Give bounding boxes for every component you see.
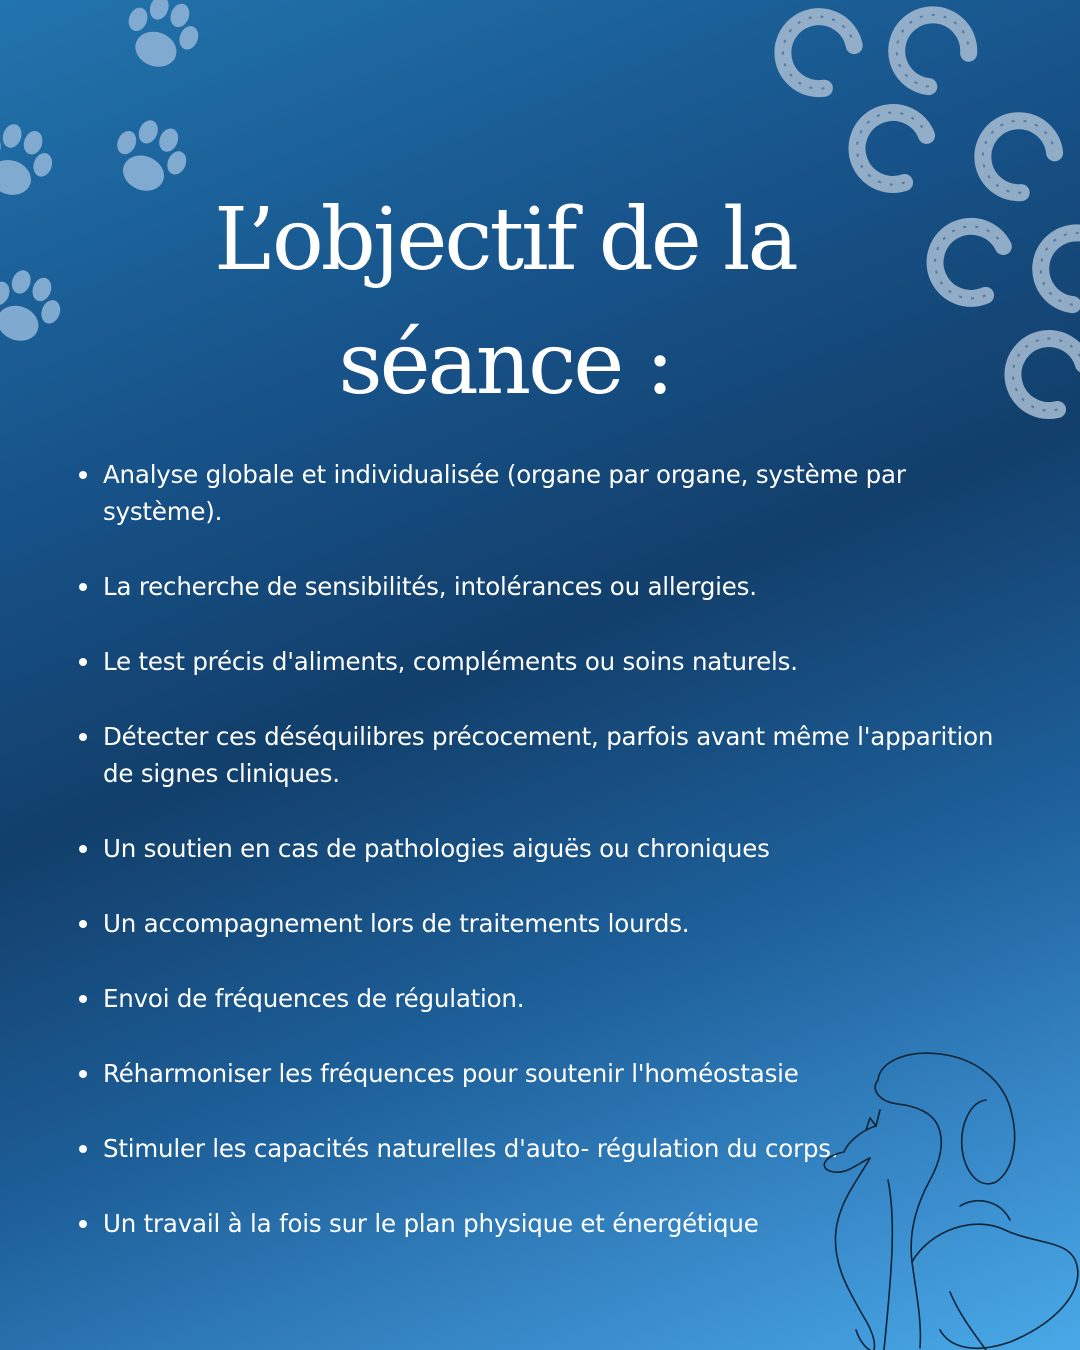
list-item: Détecter ces déséquilibres précocement, parfois avant même l'apparition de signes cliniques.	[78, 718, 1028, 792]
list-item: Analyse globale et individualisée (organe par organe, système par système).	[78, 456, 1028, 530]
horseshoe-icon	[882, 0, 976, 93]
list-item: Stimuler les capacités naturelles d'auto- régulation du corps.	[78, 1130, 1028, 1167]
paw-print-icon	[116, 0, 207, 78]
title-line-2: séance :	[338, 314, 672, 414]
list-item: Un soutien en cas de pathologies aiguës ou chroniques	[78, 830, 1028, 867]
page-title	[0, 178, 1010, 426]
list-item: Le test précis d'aliments, compléments ou soins naturels.	[78, 643, 1028, 680]
horseshoe-icon	[769, 2, 860, 96]
list-item: Envoi de fréquences de régulation.	[78, 980, 1028, 1017]
list-item: Un accompagnement lors de traitements lourds.	[78, 905, 1028, 942]
list-item: Un travail à la fois sur le plan physique et énergétique	[78, 1205, 1028, 1242]
list-item: La recherche de sensibilités, intolérances ou allergies.	[78, 568, 1028, 605]
list-item: Réharmoniser les fréquences pour soutenir l'homéostasie	[78, 1055, 1028, 1092]
horseshoe-icon	[1026, 218, 1080, 311]
dog-and-cat-line-art-icon	[800, 1030, 1080, 1350]
horseshoe-icon	[1000, 325, 1080, 418]
title-line-1: L’objectif de la	[214, 190, 796, 290]
